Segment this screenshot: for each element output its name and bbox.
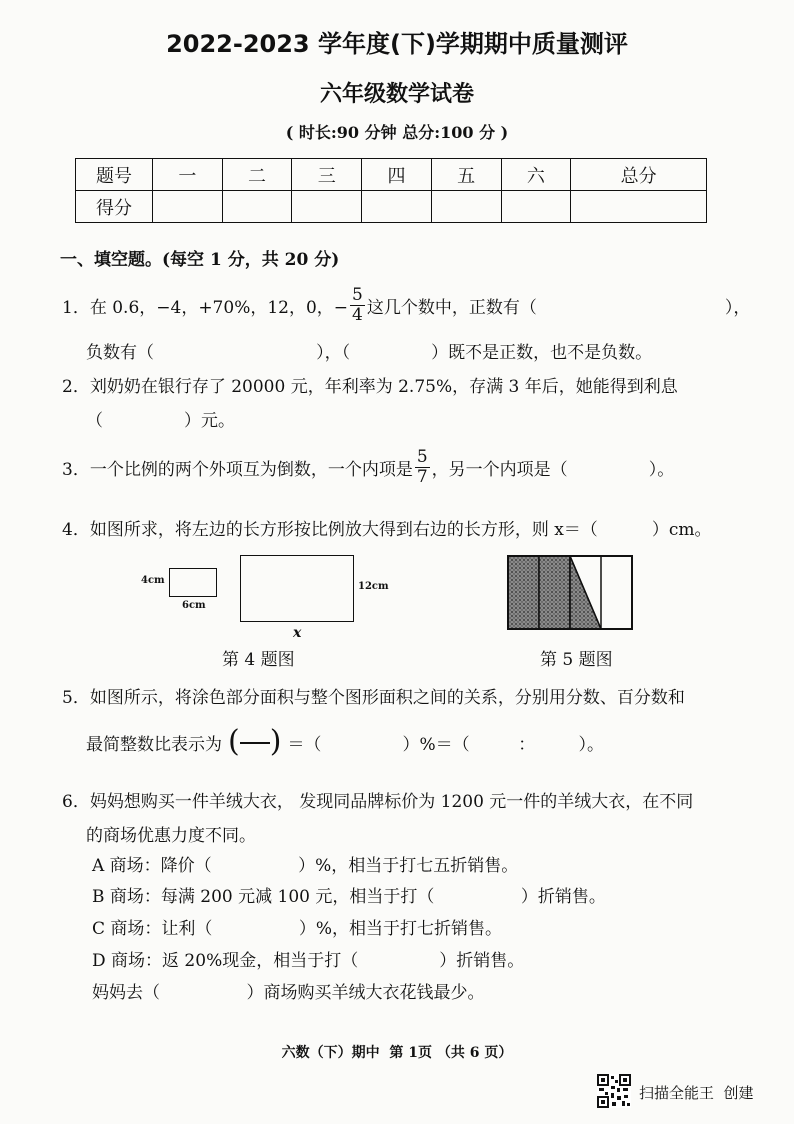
question-3	[62, 448, 674, 487]
q1-frac-num: 5	[352, 285, 363, 305]
big-rect-width-label: x	[293, 625, 302, 641]
page-footer: 六数（下）期中 第 1页 （共 6 页）	[281, 1045, 513, 1061]
big-rectangle	[240, 555, 354, 622]
score-col-2: 二	[222, 159, 292, 191]
question-6-line-2: 的商场优惠力度不同。	[86, 826, 256, 846]
figure-5-shaded-rectangle	[507, 555, 633, 630]
score-col-3: 三	[292, 159, 362, 191]
figure-4-caption: 第 4 题图	[222, 650, 295, 670]
question-6-option-a: A 商场：降价（ ）%，相当于打七五折销售。	[92, 856, 519, 876]
q3-frac-num: 5	[416, 447, 428, 467]
qr-code-icon	[597, 1074, 631, 1108]
exam-meta: ( 时长:90 分钟 总分:100 分 )	[285, 123, 509, 142]
exam-title: 2022-2023 学年度(下)学期期中质量测评	[166, 30, 628, 58]
score-col-4: 四	[362, 159, 432, 191]
question-6-option-d: D 商场：返 20%现金，相当于打（ ）折销售。	[92, 951, 525, 971]
q1-frac-den: 4	[352, 305, 363, 325]
question-1-line-1	[62, 286, 750, 325]
score-table	[75, 158, 707, 223]
score-table-score-row	[76, 191, 707, 223]
score-table-row-label: 得分	[76, 191, 153, 223]
score-cell[interactable]	[153, 191, 223, 223]
score-cell[interactable]	[362, 191, 432, 223]
q1-fraction	[350, 286, 365, 325]
q3-fraction	[415, 448, 430, 487]
question-6-conclusion: 妈妈去（ ）商场购买羊绒大衣花钱最少。	[92, 983, 485, 1003]
score-cell[interactable]	[292, 191, 362, 223]
q1-text-c: ），	[724, 298, 751, 318]
question-6-option-c: C 商场：让利（ ）%，相当于打七折销售。	[92, 919, 503, 939]
score-cell[interactable]	[222, 191, 292, 223]
q3-frac-den: 7	[416, 467, 428, 487]
question-6-option-b: B 商场：每满 200 元减 100 元，相当于打（ ）折销售。	[92, 887, 606, 907]
question-2-line-1: 2．刘奶奶在银行存了 20000 元，年利率为 2.75%，存满 3 年后，她能得到利息	[62, 377, 678, 397]
score-table-row-label: 题号	[76, 159, 153, 191]
exam-subtitle: 六年级数学试卷	[319, 82, 474, 107]
score-cell[interactable]	[571, 191, 707, 223]
score-col-1: 一	[153, 159, 223, 191]
question-5-line-2	[86, 724, 605, 759]
q5-fraction-blank[interactable]: ( )	[228, 724, 282, 759]
q3-text-b: ，另一个内项是（ ）。	[431, 460, 675, 480]
score-col-6: 六	[501, 159, 571, 191]
question-6-line-1: 6．妈妈想购买一件羊绒大衣， 发现同品牌标价为 1200 元一件的羊绒大衣，在不同	[62, 792, 694, 812]
figure-5-svg	[507, 555, 633, 630]
question-4: 4．如图所求，将左边的长方形按比例放大得到右边的长方形，则 x＝（ ）cm。	[62, 520, 712, 540]
scanner-watermark-text: 扫描全能王 创建	[639, 1084, 754, 1102]
question-5-line-1: 5．如图所示，将涂色部分面积与整个图形面积之间的关系，分别用分数、百分数和	[62, 688, 685, 708]
q1-text-b: 这几个数中，正数有（	[366, 298, 537, 318]
question-2-line-2: （ ）元。	[86, 411, 236, 431]
q3-text-a: 3．一个比例的两个外项互为倒数，一个内项是	[62, 460, 413, 480]
small-rect-height-label: 4cm	[141, 575, 165, 586]
q5-prefix: 最简整数比表示为	[86, 734, 222, 755]
q5-suffix: ＝（ ）%＝（ ： ）。	[287, 734, 605, 755]
question-1-line-2: 负数有（ ），（ ）既不是正数，也不是负数。	[86, 343, 653, 363]
figure-5-caption: 第 5 题图	[540, 650, 613, 670]
score-cell[interactable]	[431, 191, 501, 223]
score-cell[interactable]	[501, 191, 571, 223]
score-col-5: 五	[431, 159, 501, 191]
score-col-total: 总分	[571, 159, 707, 191]
q1-text-a: 1．在 0.6，−4，+70%，12，0，−	[62, 298, 349, 318]
section-heading: 一、填空题。(每空 1 分，共 20 分)	[60, 250, 340, 270]
big-rect-height-label: 12cm	[358, 581, 389, 592]
score-table-header-row	[76, 159, 707, 191]
small-rectangle	[169, 568, 217, 597]
small-rect-width-label: 6cm	[182, 600, 206, 611]
